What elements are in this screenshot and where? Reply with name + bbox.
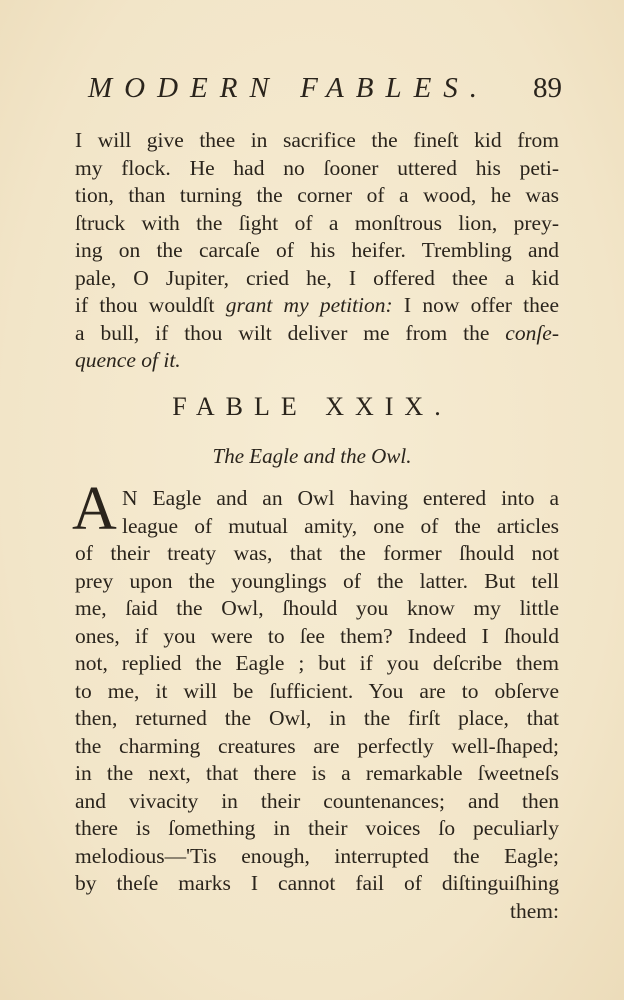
page-number: 89 (533, 72, 562, 104)
italic-text: quence of it. (75, 348, 181, 372)
catchword: them: (510, 898, 559, 923)
text-line: league of mutual amity, one of the articles (122, 513, 559, 538)
text-line: to me, it will be ſufficient. You are to obſerve (75, 678, 559, 703)
italic-text: grant my petition: (225, 293, 393, 317)
text-line: me, ſaid the Owl, ſhould you know my little (75, 596, 559, 620)
text-line: N Eagle and an Owl having entered into a (122, 486, 559, 510)
text-line (75, 347, 559, 375)
text-line: ones, if you were to ſee them? Indeed I ſhould (75, 623, 559, 648)
fable-text (75, 485, 559, 925)
text-line: pale, O Jupiter, cried he, I offered thee a kid (75, 265, 559, 290)
text-line: of their treaty was, that the former ſhould not (75, 541, 559, 565)
text-line: the charming creatures are perfectly well-ſhaped; (75, 733, 559, 758)
text-line: melodious—'Tis enough, interrupted the Eagle; (75, 843, 559, 868)
text-line: not, replied the Eagle ; but if you deſcribe them (75, 651, 559, 675)
text-line: tion, than turning the corner of a wood, he was (75, 183, 559, 207)
text-line: I will give thee in sacrifice the fineſt kid from (75, 128, 559, 152)
text-line: then, returned the Owl, in the firſt place, that (75, 706, 559, 730)
fable-title: FABLE XXIX. (172, 392, 452, 421)
text-line: ſtruck with the ſight of a monſtrous lion, prey- (75, 210, 559, 235)
text-line (75, 320, 559, 348)
previous-fable-ending (75, 127, 559, 375)
text-line: in the next, that there is a remarkable ſweetneſs (75, 761, 559, 785)
text-line (75, 292, 559, 320)
text-segment: I now offer thee (392, 293, 559, 317)
running-title: MODERN FABLES. (88, 72, 490, 104)
text-line: prey upon the younglings of the latter. But tell (75, 568, 559, 593)
text-line: ing on the carcaſe of his heifer. Trembling and (75, 238, 559, 262)
italic-text: conſe- (505, 320, 559, 345)
text-line: there is ſomething in their voices ſo peculiarly (75, 816, 559, 840)
text-segment: a bull, if thou wilt deliver me from the (75, 320, 506, 345)
drop-cap: A (72, 475, 117, 543)
page-header (88, 72, 562, 112)
text-line: by theſe marks I cannot fail of diſtinguiſhing (75, 871, 559, 895)
text-line: my flock. He had no ſooner uttered his peti- (75, 155, 559, 180)
text-segment: if thou wouldſt (75, 293, 226, 317)
text-line: and vivacity in their countenances; and then (75, 788, 559, 813)
fable-subtitle: The Eagle and the Owl. (212, 444, 412, 468)
